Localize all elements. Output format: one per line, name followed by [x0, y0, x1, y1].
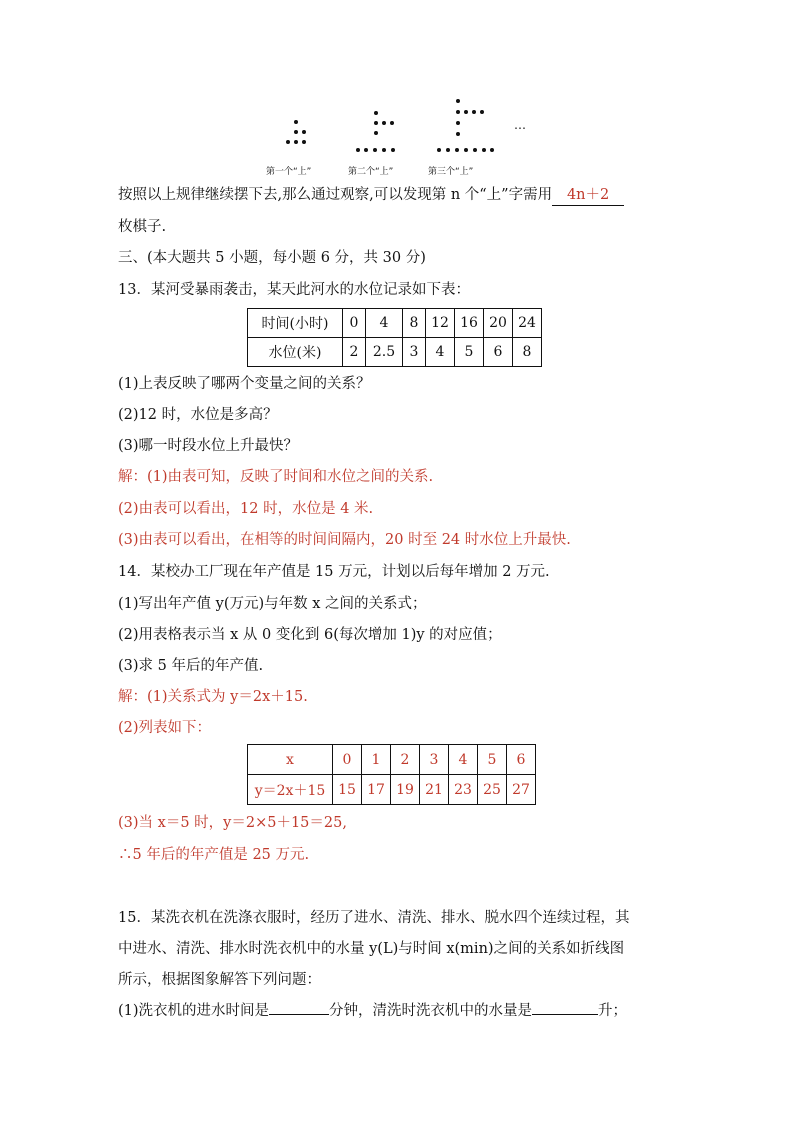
- table-row: [248, 309, 542, 338]
- answer-blank: [532, 1014, 598, 1015]
- q13-part-3: (3)哪一时段水位上升最快？: [118, 438, 299, 454]
- q15-part-1: [118, 1001, 627, 1021]
- chess-dot: [464, 110, 468, 114]
- table-cell: 19: [391, 775, 420, 805]
- q13-part-1: (1)上表反映了哪两个变量之间的关系？: [118, 376, 371, 392]
- table-cell: 23: [449, 775, 478, 805]
- q12-text2: 枚棋子.: [118, 219, 167, 235]
- figure-caption-3: 第三个“上”: [428, 167, 474, 177]
- q14-answer-1: 解：(1)关系式为 y＝2x＋15.: [118, 689, 308, 705]
- chess-dot: [302, 130, 306, 134]
- q13-answer-2: (2)由表可以看出，12 时，水位是 4 米.: [118, 501, 374, 517]
- table-row: [248, 338, 542, 367]
- chess-dot: [473, 148, 477, 152]
- chess-dot: [455, 148, 459, 152]
- q14-answer-3: (3)当 x＝5 时，y＝2×5＋15＝25,: [118, 815, 347, 831]
- chess-dot: [390, 121, 394, 125]
- q15-part1-a: (1)洗衣机的进水时间是: [118, 1003, 270, 1019]
- chess-dot: [382, 148, 386, 152]
- figure-caption-1: 第一个“上”: [266, 167, 312, 177]
- table-cell: 21: [420, 775, 449, 805]
- q14-table: [247, 744, 536, 805]
- chess-dot: [482, 148, 486, 152]
- table-cell: 27: [507, 775, 536, 805]
- section-3-heading: 三、(本大题共 5 小题，每小题 6 分，共 30 分): [118, 250, 426, 266]
- table-cell: 3: [403, 338, 426, 367]
- table-cell: 6: [484, 338, 513, 367]
- q12-line: [118, 185, 624, 206]
- q14-part-2: (2)用表格表示当 x 从 0 变化到 6(每次增加 1)y 的对应值；: [118, 627, 502, 643]
- chess-dot: [294, 140, 298, 144]
- q13-table: [247, 308, 542, 367]
- figure-caption-2: 第二个“上”: [348, 167, 394, 177]
- table-cell: 3: [420, 745, 449, 775]
- q14-stem: 14．某校办工厂现在年产值是 15 万元，计划以后每年增加 2 万元.: [118, 564, 550, 580]
- table-header-cell: 时间(小时): [248, 309, 343, 338]
- chess-dot: [480, 110, 484, 114]
- table-cell: 20: [484, 309, 513, 338]
- chess-dot: [464, 148, 468, 152]
- chess-dot: [382, 121, 386, 125]
- chess-dot: [294, 130, 298, 134]
- chess-dot: [302, 140, 306, 144]
- q15-part1-b: 分钟，清洗时洗衣机中的水量是: [329, 1003, 533, 1019]
- q12-text: 按照以上规律继续摆下去,那么通过观察,可以发现第 n 个“上”字需用: [118, 187, 553, 203]
- q15-line-2: 中进水、清洗、排水时洗衣机中的水量 y(L)与时间 x(min)之间的关系如折线图: [118, 941, 625, 957]
- chess-dot: [286, 140, 290, 144]
- table-header-cell: x: [248, 745, 333, 775]
- chess-dot: [374, 121, 378, 125]
- chess-dot: [374, 111, 378, 115]
- chess-dot: [456, 99, 460, 103]
- q13-answer-3: (3)由表可以看出，在相等的时间间隔内，20 时至 24 时水位上升最快.: [118, 532, 571, 548]
- table-cell: 2: [391, 745, 420, 775]
- table-cell: 1: [362, 745, 391, 775]
- table-header-cell: y＝2x＋15: [248, 775, 333, 805]
- table-header-cell: 水位(米): [248, 338, 343, 367]
- chess-dot: [490, 148, 494, 152]
- table-cell: 5: [478, 745, 507, 775]
- table-cell: 0: [343, 309, 366, 338]
- table-cell: 24: [513, 309, 542, 338]
- table-row: [248, 775, 536, 805]
- table-cell: 8: [513, 338, 542, 367]
- q15-line-3: 所示，根据图象解答下列问题：: [118, 972, 321, 988]
- table-cell: 0: [333, 745, 362, 775]
- q14-answer-4: ∴5 年后的年产值是 25 万元.: [118, 847, 310, 863]
- chess-dot: [391, 148, 395, 152]
- figure-ellipsis: …: [514, 118, 526, 132]
- table-cell: 16: [455, 309, 484, 338]
- chess-dot: [294, 120, 298, 124]
- q13-answer-1: 解：(1)由表可知，反映了时间和水位之间的关系.: [118, 469, 434, 485]
- chess-dot: [456, 110, 460, 114]
- table-cell: 12: [426, 309, 455, 338]
- q15-line-1: 15．某洗衣机在洗涤衣服时，经历了进水、清洗、排水、脱水四个连续过程，其: [118, 910, 630, 926]
- q14-part-1: (1)写出年产值 y(万元)与年数 x 之间的关系式；: [118, 596, 427, 612]
- table-cell: 2.5: [366, 338, 403, 367]
- q12-answer: 4n＋2: [552, 185, 624, 206]
- chess-dot: [356, 148, 360, 152]
- table-cell: 6: [507, 745, 536, 775]
- chess-dot: [364, 148, 368, 152]
- table-row: [248, 745, 536, 775]
- table-cell: 25: [478, 775, 507, 805]
- chess-dot: [472, 110, 476, 114]
- chess-dot: [456, 121, 460, 125]
- answer-blank: [269, 1014, 329, 1015]
- table-cell: 4: [426, 338, 455, 367]
- q14-part-3: (3)求 5 年后的年产值.: [118, 658, 264, 674]
- table-cell: 4: [366, 309, 403, 338]
- q13-part-2: (2)12 时，水位是多高？: [118, 407, 278, 423]
- table-cell: 5: [455, 338, 484, 367]
- table-cell: 15: [333, 775, 362, 805]
- table-cell: 17: [362, 775, 391, 805]
- chess-dot: [373, 148, 377, 152]
- chess-dot: [437, 148, 441, 152]
- table-cell: 2: [343, 338, 366, 367]
- chess-dot: [456, 132, 460, 136]
- chess-dot: [446, 148, 450, 152]
- table-cell: 8: [403, 309, 426, 338]
- q15-part1-c: 升；: [598, 1003, 628, 1019]
- table-cell: 4: [449, 745, 478, 775]
- chess-dot: [374, 131, 378, 135]
- q14-answer-2: (2)列表如下：: [118, 720, 212, 736]
- q13-stem: 13．某河受暴雨袭击，某天此河水的水位记录如下表：: [118, 282, 470, 298]
